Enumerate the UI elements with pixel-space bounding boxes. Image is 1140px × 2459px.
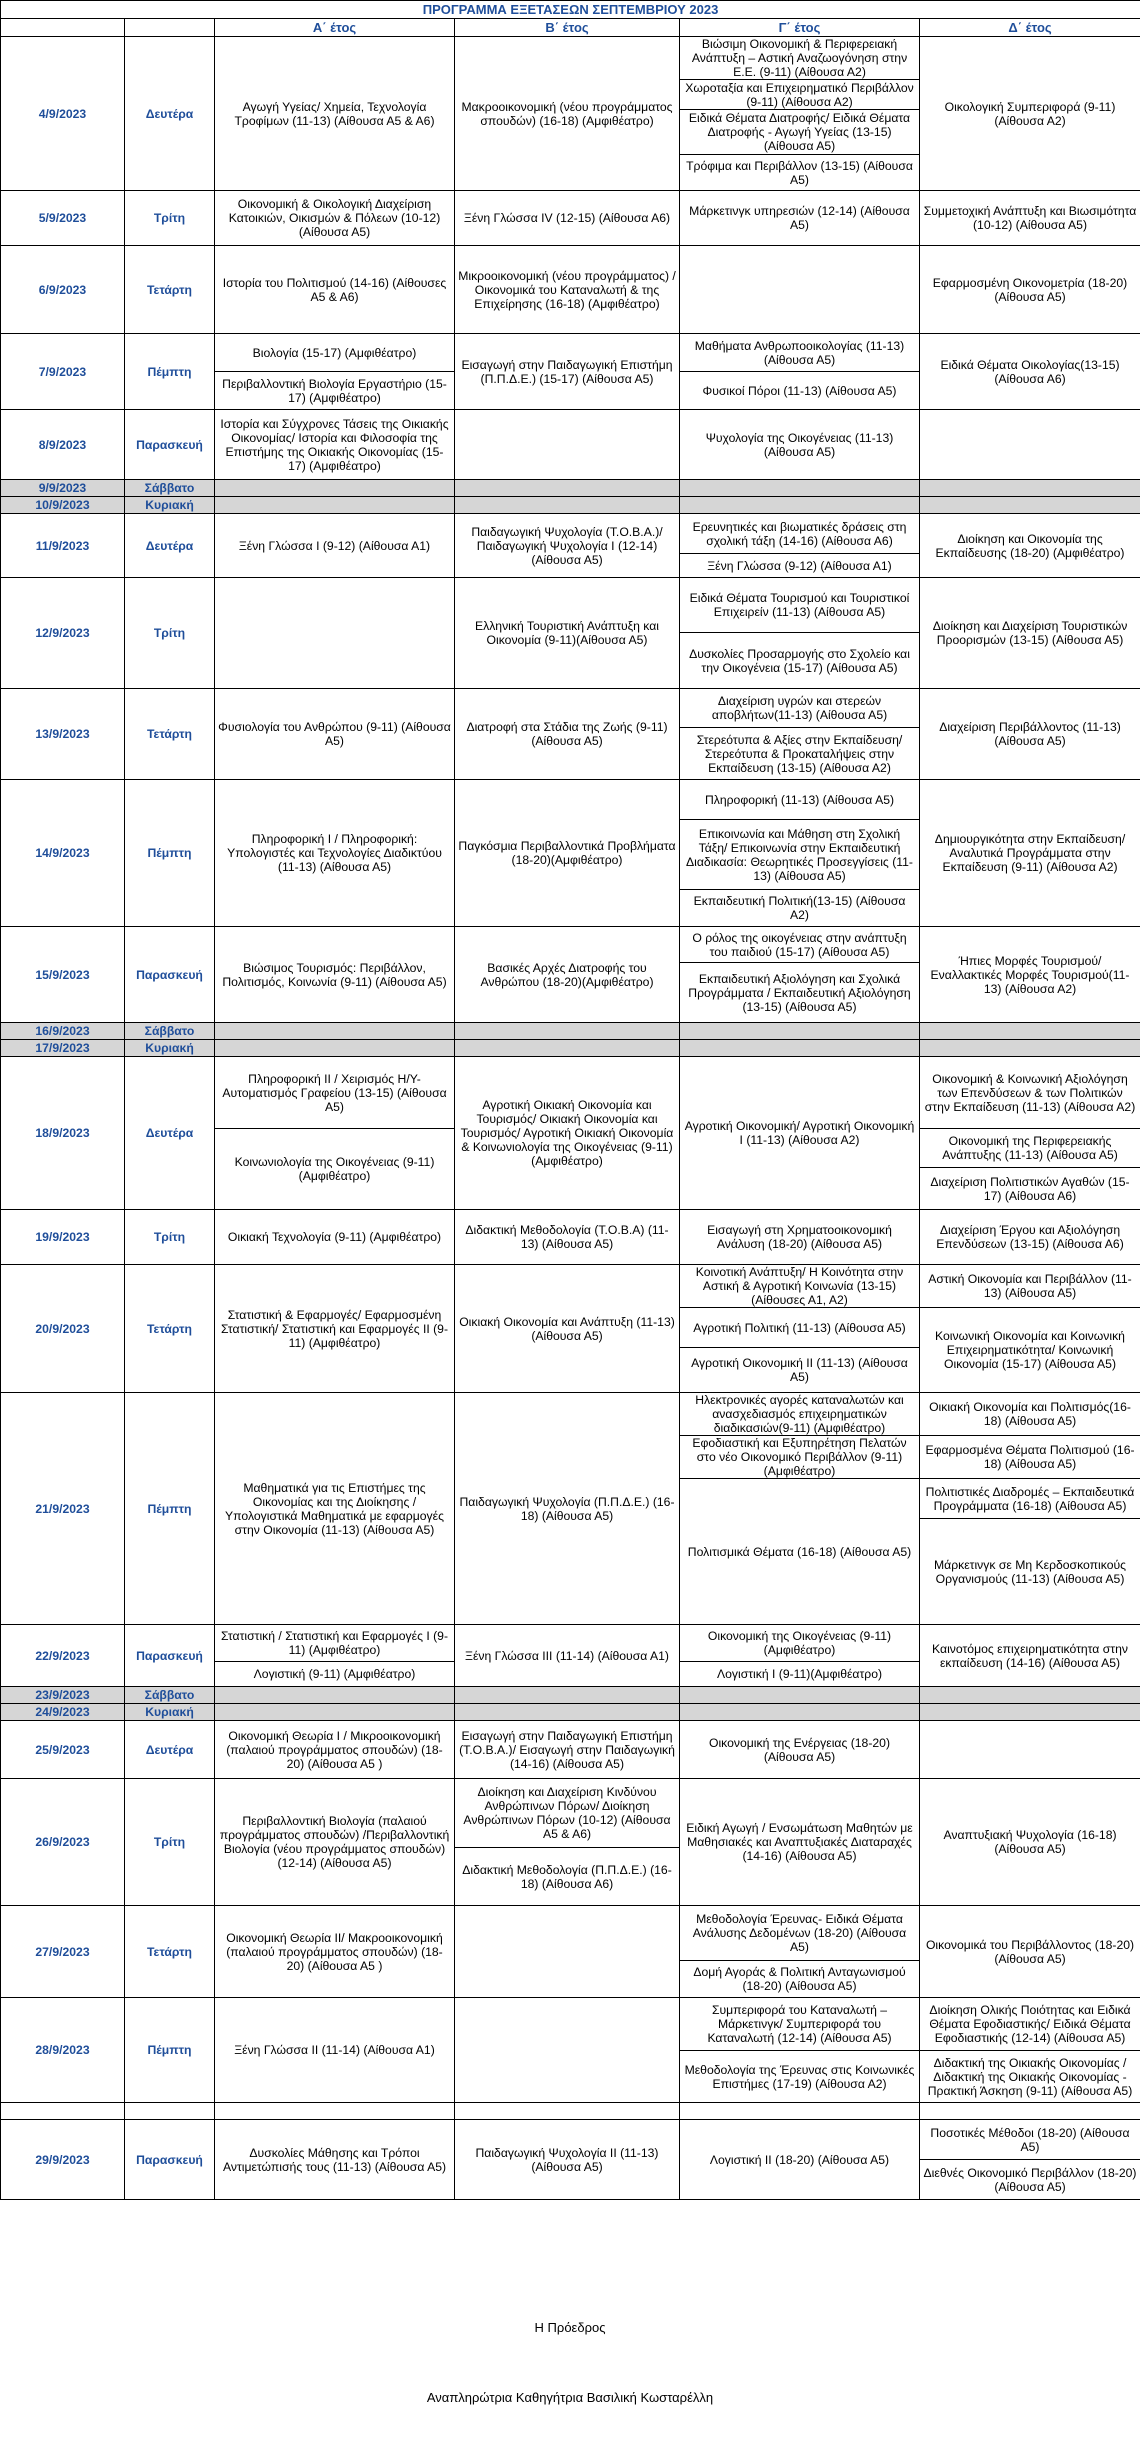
schedule-row — [1, 191, 1140, 246]
exam-course-year-3: Αγροτική Πολιτική (11-13) (Αίθουσα Α5) — [680, 1308, 920, 1348]
empty-cell — [455, 1040, 680, 1057]
schedule-row — [1, 927, 1140, 963]
exam-date: 8/9/2023 — [1, 410, 125, 480]
empty-cell — [680, 1023, 920, 1040]
exam-day: Πέμπτη — [125, 334, 215, 410]
exam-course-year-4: Μάρκετινγκ σε Μη Κερδοσκοπικούς Οργανισμούς (11-13) (Αίθουσα Α5) — [920, 1519, 1140, 1625]
exam-course-year-3: Ερευνητικές και βιωματικές δράσεις στη σχολική τάξη (14-16) (Αίθουσα Α6) — [680, 514, 920, 554]
header-date — [1, 19, 125, 37]
exam-course-year-1: Αγωγή Υγείας/ Χημεία, Τεχνολογία Τροφίμων (11-13) (Αίθουσα Α5 & Α6) — [215, 37, 455, 191]
exam-course-year-1: Οικιακή Τεχνολογία (9-11) (Αμφιθέατρο) — [215, 1210, 455, 1265]
empty-cell — [920, 1687, 1140, 1704]
empty-cell — [920, 1023, 1140, 1040]
exam-course-year-4: Ειδικά Θέματα Οικολογίας(13-15) (Αίθουσα Α6) — [920, 334, 1140, 410]
exam-course-year-1: Βιολογία (15-17) (Αμφιθέατρο) — [215, 334, 455, 372]
exam-date: 13/9/2023 — [1, 689, 125, 780]
empty-cell — [215, 1023, 455, 1040]
exam-course-year-4: Δημιουργικότητα στην Εκπαίδευση/ Αναλυτικά Προγράμματα στην Εκπαίδευση (9-11) (Αίθουσα Α2) — [920, 780, 1140, 927]
exam-course-year-4: Διοίκηση Ολικής Ποιότητας και Ειδικά Θέματα Εφοδιαστικής/ Ειδικά Θέματα Εφοδιαστικής (12-14) (Αίθουσα Α5) — [920, 1998, 1140, 2051]
exam-course-year-3: Εκπαιδευτική Αξιολόγηση και Σχολικά Προγράμματα / Εκπαιδευτική Αξιολόγηση (13-15) (Αίθουσα Α5) — [680, 963, 920, 1023]
exam-course-year-3: Χωροταξία και Επιχειρηματικό Περιβάλλον (9-11) (Αίθουσα Α2) — [680, 80, 920, 110]
exam-course-year-4: Αναπτυξιακή Ψυχολογία (16-18) (Αίθουσα Α5) — [920, 1779, 1140, 1906]
exam-course-year-1: Στατιστική / Στατιστική και Εφαρμογές I (9-11) (Αμφιθέατρο) — [215, 1625, 455, 1662]
schedule-row — [1, 1393, 1140, 1436]
exam-course-year-4: Οικονομική της Περιφερειακής Ανάπτυξης (11-13) (Αίθουσα Α5) — [920, 1129, 1140, 1168]
exam-course-year-3: Εισαγωγή στη Χρηματοοικονομική Ανάλυση (18-20) (Αίθουσα Α5) — [680, 1210, 920, 1265]
empty-cell — [455, 2103, 680, 2120]
exam-course-year-4: Πολιτιστικές Διαδρομές – Εκπαιδευτικά Προγράμματα (16-18) (Αίθουσα Α5) — [920, 1479, 1140, 1519]
exam-date: 21/9/2023 — [1, 1393, 125, 1625]
exam-course-year-3: Εκπαιδευτική Πολιτική(13-15) (Αίθουσα Α2) — [680, 890, 920, 927]
exam-course-year-1: Ιστορία και Σύγχρονες Τάσεις της Οικιακής Οικονομίας/ Ιστορία και Φιλοσοφία της Επιστήμης της Οικιακής Οικονομίας (15-17) (Αμφιθέατρο) — [215, 410, 455, 480]
exam-day: Τρίτη — [125, 191, 215, 246]
exam-course-year-4: Διοίκηση και Διαχείριση Τουριστικών Προορισμών (13-15) (Αίθουσα Α5) — [920, 578, 1140, 689]
exam-course-year-4: Διαχείριση Περιβάλλοντος (11-13)(Αίθουσα Α5) — [920, 689, 1140, 780]
exam-date: 23/9/2023 — [1, 1687, 125, 1704]
exam-course-year-1: Δυσκολίες Μάθησης και Τρόποι Αντιμετώπισής τους (11-13) (Αίθουσα Α5) — [215, 2120, 455, 2200]
title-row — [1, 1, 1140, 19]
exam-course-year-4: Ποσοτικές Μέθοδοι (18-20) (Αίθουσα Α5) — [920, 2120, 1140, 2160]
exam-course-year-2 — [455, 410, 680, 480]
exam-course-year-2: Διοίκηση και Διαχείριση Κινδύνου Ανθρώπινων Πόρων/ Διοίκηση Ανθρώπινων Πόρων (10-12) (Αίθουσα Α5 & Α6) — [455, 1779, 680, 1848]
signatory-name: Αναπληρώτρια Καθηγήτρια Βασιλική Κωσταρέλλη — [426, 2390, 714, 2405]
schedule-row — [1, 2120, 1140, 2160]
exam-day: Τρίτη — [125, 1779, 215, 1906]
schedule-row — [1, 578, 1140, 633]
exam-course-year-3: Μάρκετινγκ υπηρεσιών (12-14) (Αίθουσα Α5) — [680, 191, 920, 246]
header-day — [125, 19, 215, 37]
exam-course-year-3: Αγροτική Οικονομική/ Αγροτική Οικονομική I (11-13) (Αίθουσα Α2) — [680, 1057, 920, 1210]
exam-date: 24/9/2023 — [1, 1704, 125, 1721]
exam-course-year-1: Μαθηματικά για τις Επιστήμες της Οικονομίας και της Διοίκησης / Υπολογιστικά Μαθηματικά με εφαρμογές στην Οικονομία (11-13) (Αίθουσα Α5) — [215, 1393, 455, 1625]
header-year-2: Β΄ έτος — [455, 19, 680, 37]
empty-cell — [680, 1687, 920, 1704]
exam-course-year-3: Λογιστική I (9-11)(Αμφιθέατρο) — [680, 1662, 920, 1687]
exam-date: 27/9/2023 — [1, 1906, 125, 1998]
page-title: ΠΡΟΓΡΑΜΜΑ ΕΞΕΤΑΣΕΩΝ ΣΕΠΤΕΜΒΡΙΟΥ 2023 — [1, 1, 1140, 19]
exam-day: Σάββατο — [125, 1023, 215, 1040]
exam-course-year-3: Δυσκολίες Προσαρμογής στο Σχολείο και την Οικογένεια (15-17) (Αίθουσα Α5) — [680, 633, 920, 689]
exam-date: 15/9/2023 — [1, 927, 125, 1023]
exam-date: 12/9/2023 — [1, 578, 125, 689]
exam-course-year-4: Οικονομικά του Περιβάλλοντος (18-20) (Αίθουσα Α5) — [920, 1906, 1140, 1998]
exam-course-year-3: Βιώσιμη Οικονομική & Περιφερειακή Ανάπτυξη – Αστική Αναζωογόνηση στην Ε.Ε. (9-11) (Αίθουσα Α2) — [680, 37, 920, 80]
empty-cell — [215, 1687, 455, 1704]
exam-course-year-1: Βιώσιμος Τουρισμός: Περιβάλλον, Πολιτισμός, Κοινωνία (9-11) (Αίθουσα Α5) — [215, 927, 455, 1023]
exam-day: Σάββατο — [125, 1687, 215, 1704]
exam-day: Δευτέρα — [125, 514, 215, 578]
exam-course-year-4: Διεθνές Οικονομικό Περιβάλλον (18-20) (Αίθουσα Α5) — [920, 2160, 1140, 2200]
exam-day: Τρίτη — [125, 578, 215, 689]
exam-course-year-3: Λογιστική II (18-20) (Αίθουσα Α5) — [680, 2120, 920, 2200]
exam-day: Παρασκευή — [125, 927, 215, 1023]
exam-course-year-4: Οικιακή Οικονομία και Πολιτισμός(16-18) (Αίθουσα Α5) — [920, 1393, 1140, 1436]
exam-date: 6/9/2023 — [1, 246, 125, 334]
exam-course-year-2: Παγκόσμια Περιβαλλοντικά Προβλήματα (18-20)(Αμφιθέατρο) — [455, 780, 680, 927]
exam-course-year-1: Πληροφορική II / Χειρισμός Η/Υ- Αυτοματισμός Γραφείου (13-15) (Αίθουσα Α5) — [215, 1057, 455, 1129]
schedule-row — [1, 1779, 1140, 1848]
exam-course-year-4: Εφαρμοσμένη Οικονομετρία (18-20) (Αίθουσα Α5) — [920, 246, 1140, 334]
exam-day: Δευτέρα — [125, 1057, 215, 1210]
exam-course-year-2: Διδακτική Μεθοδολογία (Π.Π.Δ.Ε.) (16-18) (Αίθουσα Α6) — [455, 1848, 680, 1906]
exam-course-year-3: Ειδικά Θέματα Τουρισμού και Τουριστικοί Επιχειρείν (11-13) (Αίθουσα Α5) — [680, 578, 920, 633]
header-year-3: Γ΄ έτος — [680, 19, 920, 37]
empty-cell — [920, 497, 1140, 514]
exam-course-year-3: Φυσικοί Πόροι (11-13) (Αίθουσα Α5) — [680, 372, 920, 410]
exam-date: 22/9/2023 — [1, 1625, 125, 1687]
exam-course-year-1: Περιβαλλοντική Βιολογία Εργαστήριο (15-17) (Αμφιθέατρο) — [215, 372, 455, 410]
exam-course-year-2: Διατροφή στα Στάδια της Ζωής (9-11) (Αίθουσα Α5) — [455, 689, 680, 780]
exam-course-year-3: Πληροφορική (11-13) (Αίθουσα Α5) — [680, 780, 920, 820]
exam-day: Δευτέρα — [125, 37, 215, 191]
exam-course-year-2: Οικιακή Οικονομία και Ανάπτυξη (11-13) (Αίθουσα Α5) — [455, 1265, 680, 1393]
empty-cell — [920, 480, 1140, 497]
exam-day: Δευτέρα — [125, 1721, 215, 1779]
exam-course-year-4: Εφαρμοσμένα Θέματα Πολιτισμού (16-18) (Αίθουσα Α5) — [920, 1436, 1140, 1479]
exam-day: Κυριακή — [125, 1704, 215, 1721]
schedule-row — [1, 1625, 1140, 1662]
exam-course-year-4: Διοίκηση και Οικονομία της Εκπαίδευσης (18-20) (Αμφιθέατρο) — [920, 514, 1140, 578]
exam-course-year-1: Οικονομική Θεωρία II/ Μακροοικονομική (παλαιού προγράμματος σπουδών) (18-20) (Αίθουσα Α5 ) — [215, 1906, 455, 1998]
exam-course-year-4: Οικονομική & Κοινωνική Αξιολόγηση των Επενδύσεων & των Πολιτικών στην Εκπαίδευση (11-13) (Αίθουσα Α2) — [920, 1057, 1140, 1129]
exam-day: Πέμπτη — [125, 1393, 215, 1625]
exam-day: Κυριακή — [125, 497, 215, 514]
exam-date: 5/9/2023 — [1, 191, 125, 246]
exam-date: 10/9/2023 — [1, 497, 125, 514]
exam-course-year-2 — [455, 1998, 680, 2103]
exam-date: 7/9/2023 — [1, 334, 125, 410]
exam-course-year-3: Ο ρόλος της οικογένειας στην ανάπτυξη του παιδιού (15-17) (Αίθουσα Α5) — [680, 927, 920, 963]
exam-course-year-1: Πληροφορική I / Πληροφορική: Υπολογιστές και Τεχνολογίες Διαδικτύου (11-13) (Αίθουσα Α5) — [215, 780, 455, 927]
empty-cell — [920, 2103, 1140, 2120]
exam-course-year-1: Ξένη Γλώσσα I (9-12) (Αίθουσα Α1) — [215, 514, 455, 578]
schedule-row — [1, 1721, 1140, 1779]
header-year-1: Α΄ έτος — [215, 19, 455, 37]
exam-course-year-1: Οικονομική & Οικολογική Διαχείριση Κατοικιών, Οικισμών & Πόλεων (10-12) (Αίθουσα Α5) — [215, 191, 455, 246]
exam-date: 9/9/2023 — [1, 480, 125, 497]
exam-course-year-2: Εισαγωγή στην Παιδαγωγική Επιστήμη (Τ.Ο.Β.Α.)/ Εισαγωγή στην Παιδαγωγική (14-16) (Αίθουσα Α5) — [455, 1721, 680, 1779]
exam-day: Τετάρτη — [125, 246, 215, 334]
schedule-row — [1, 1023, 1140, 1040]
exam-course-year-3: Μεθοδολογία Έρευνας- Ειδικά Θέματα Ανάλυσης Δεδομένων (18-20) (Αίθουσα Α5) — [680, 1906, 920, 1961]
exam-course-year-4: Ήπιες Μορφές Τουρισμού/ Εναλλακτικές Μορφές Τουρισμού(11-13) (Αίθουσα Α2) — [920, 927, 1140, 1023]
schedule-row — [1, 514, 1140, 554]
exam-course-year-4: Καινοτόμος επιχειρηματικότητα στην εκπαίδευση (14-16) (Αίθουσα Α5) — [920, 1625, 1140, 1687]
schedule-row — [1, 689, 1140, 728]
exam-course-year-3: Συμπεριφορά του Καταναλωτή – Μάρκετινγκ/ Συμπεριφορά του Καταναλωτή (12-14) (Αίθουσα Α5) — [680, 1998, 920, 2051]
exam-course-year-1: Κοινωνιολογία της Οικογένειας (9-11) (Αμφιθέατρο) — [215, 1129, 455, 1210]
empty-cell — [455, 1687, 680, 1704]
exam-course-year-2: Μακροοικονομική (νέου προγράμματος σπουδών) (16-18) (Αμφιθέατρο) — [455, 37, 680, 191]
exam-course-year-4: Συμμετοχική Ανάπτυξη και Βιωσιμότητα (10-12) (Αίθουσα Α5) — [920, 191, 1140, 246]
exam-course-year-4: Διδακτική της Οικιακής Οικονομίας / Διδακτική της Οικιακής Οικονομίας - Πρακτική Άσκηση (9-11) (Αίθουσα Α5) — [920, 2051, 1140, 2103]
exam-course-year-2: Αγροτική Οικιακή Οικονομία και Τουρισμός/ Οικιακή Οικονομία και Τουρισμός/ Αγροτική Οικιακή Οικονομία & Κοινωνιολογία της Οικογένειας (9-11) (Αμφιθέατρο) — [455, 1057, 680, 1210]
exam-day: Τετάρτη — [125, 1906, 215, 1998]
exam-date: 28/9/2023 — [1, 1998, 125, 2103]
empty-cell — [680, 497, 920, 514]
empty-cell — [680, 1704, 920, 1721]
empty-cell — [455, 1023, 680, 1040]
exam-course-year-2: Παιδαγωγική Ψυχολογία II (11-13) (Αίθουσα Α5) — [455, 2120, 680, 2200]
schedule-row — [1, 37, 1140, 80]
exam-course-year-2 — [455, 1906, 680, 1998]
exam-course-year-3: Στερεότυπα & Αξίες στην Εκπαίδευση/ Στερεότυπα & Προκαταλήψεις στην Εκπαίδευση (13-15) (Αίθουσα Α2) — [680, 728, 920, 780]
exam-course-year-3: Δομή Αγοράς & Πολιτική Ανταγωνισμού (18-20) (Αίθουσα Α5) — [680, 1961, 920, 1998]
exam-day: Παρασκευή — [125, 1625, 215, 1687]
exam-course-year-1: Ιστορία του Πολιτισμού (14-16) (Αίθουσες Α5 & Α6) — [215, 246, 455, 334]
exam-day — [125, 2103, 215, 2120]
exam-date: 26/9/2023 — [1, 1779, 125, 1906]
exam-date — [1, 2103, 125, 2120]
exam-course-year-1: Ξένη Γλώσσα II (11-14) (Αίθουσα Α1) — [215, 1998, 455, 2103]
empty-cell — [920, 1704, 1140, 1721]
empty-cell — [680, 1040, 920, 1057]
exam-course-year-3: Ψυχολογία της Οικογένειας (11-13) (Αίθουσα Α5) — [680, 410, 920, 480]
exam-day: Τρίτη — [125, 1210, 215, 1265]
exam-day: Σάββατο — [125, 480, 215, 497]
schedule-row — [1, 497, 1140, 514]
schedule-row — [1, 1057, 1140, 1129]
schedule-row — [1, 1704, 1140, 1721]
exam-course-year-2: Εισαγωγή στην Παιδαγωγική Επιστήμη (Π.Π.Δ.Ε.) (15-17) (Αίθουσα Α5) — [455, 334, 680, 410]
exam-date: 14/9/2023 — [1, 780, 125, 927]
exam-date: 18/9/2023 — [1, 1057, 125, 1210]
exam-course-year-3: Τρόφιμα και Περιβάλλον (13-15) (Αίθουσα Α5) — [680, 155, 920, 191]
exam-date: 25/9/2023 — [1, 1721, 125, 1779]
exam-course-year-3: Οικονομική της Οικογένειας (9-11)(Αμφιθέατρο) — [680, 1625, 920, 1662]
exam-day: Πέμπτη — [125, 780, 215, 927]
exam-date: 17/9/2023 — [1, 1040, 125, 1057]
exam-course-year-3 — [680, 246, 920, 334]
exam-day: Παρασκευή — [125, 2120, 215, 2200]
president-label: Η Πρόεδρος — [534, 2320, 606, 2335]
schedule-row — [1, 1687, 1140, 1704]
exam-date: 19/9/2023 — [1, 1210, 125, 1265]
exam-date: 29/9/2023 — [1, 2120, 125, 2200]
exam-course-year-4 — [920, 410, 1140, 480]
exam-course-year-2: Βασικές Αρχές Διατροφής του Ανθρώπου (18-20)(Αμφιθέατρο) — [455, 927, 680, 1023]
schedule-row — [1, 334, 1140, 372]
exam-day: Παρασκευή — [125, 410, 215, 480]
exam-course-year-2: Μικροοικονομική (νέου προγράμματος) / Οικονομικά του Καταναλωτή & της Επιχείρησης (16-18) (Αμφιθέατρο) — [455, 246, 680, 334]
schedule-row — [1, 1210, 1140, 1265]
schedule-row — [1, 1265, 1140, 1308]
empty-cell — [455, 480, 680, 497]
exam-date: 11/9/2023 — [1, 514, 125, 578]
exam-course-year-3: Ειδικά Θέματα Διατροφής/ Ειδικά Θέματα Διατροφής - Αγωγή Υγείας (13-15) (Αίθουσα Α5) — [680, 110, 920, 155]
empty-cell — [215, 497, 455, 514]
exam-course-year-4 — [920, 1721, 1140, 1779]
empty-cell — [215, 1040, 455, 1057]
empty-cell — [215, 480, 455, 497]
exam-course-year-2: Ξένη Γλώσσα IV (12-15) (Αίθουσα Α6) — [455, 191, 680, 246]
exam-course-year-4: Κοινωνική Οικονομία και Κοινωνική Επιχειρηματικότητα/ Κοινωνική Οικονομία (15-17) (Αίθουσα Α5) — [920, 1308, 1140, 1393]
exam-course-year-3: Διαχείριση υγρών και στερεών αποβλήτων(11-13) (Αίθουσα Α5) — [680, 689, 920, 728]
exam-course-year-3: Μαθήματα Ανθρωποοικολογίας (11-13) (Αίθουσα Α5) — [680, 334, 920, 372]
exam-course-year-1: Οικονομική Θεωρία I / Μικροοικονομική (παλαιού προγράμματος σπουδών) (18-20) (Αίθουσα Α5 ) — [215, 1721, 455, 1779]
exam-course-year-2: Διδακτική Μεθοδολογία (Τ.Ο.Β.Α) (11-13) (Αίθουσα Α5) — [455, 1210, 680, 1265]
exam-course-year-2: Ελληνική Τουριστική Ανάπτυξη και Οικονομία (9-11)(Αίθουσα Α5) — [455, 578, 680, 689]
exam-date: 20/9/2023 — [1, 1265, 125, 1393]
exam-day: Πέμπτη — [125, 1998, 215, 2103]
exam-course-year-4: Διαχείριση Έργου και Αξιολόγηση Επενδύσεων (13-15) (Αίθουσα Α6) — [920, 1210, 1140, 1265]
exam-course-year-2: Ξένη Γλώσσα III (11-14) (Αίθουσα Α1) — [455, 1625, 680, 1687]
exam-date: 16/9/2023 — [1, 1023, 125, 1040]
exam-course-year-3: Ξένη Γλώσσα (9-12) (Αίθουσα Α1) — [680, 554, 920, 578]
header-year-4: Δ΄ έτος — [920, 19, 1140, 37]
schedule-row — [1, 1998, 1140, 2051]
empty-cell — [680, 480, 920, 497]
exam-course-year-1: Στατιστική & Εφαρμογές/ Εφαρμοσμένη Στατιστική/ Στατιστική και Εφαρμογές II (9-11) (Αμφιθέατρο) — [215, 1265, 455, 1393]
empty-cell — [215, 2103, 455, 2120]
exam-course-year-3: Μεθοδολογία της Έρευνας στις Κοινωνικές Επιστήμες (17-19) (Αίθουσα Α2) — [680, 2051, 920, 2103]
empty-cell — [920, 1040, 1140, 1057]
exam-course-year-1: Περιβαλλοντική Βιολογία (παλαιού προγράμματος σπουδών) /Περιβαλλοντική Βιολογία (νέου προγράμματος σπουδών) (12-14) (Αίθουσα Α5) — [215, 1779, 455, 1906]
schedule-row — [1, 410, 1140, 480]
empty-cell — [680, 2103, 920, 2120]
empty-cell — [455, 1704, 680, 1721]
exam-course-year-3: Κοινοτική Ανάπτυξη/ Η Κοινότητα στην Αστική & Αγροτική Κοινωνία (13-15) (Αίθουσες Α1, Α2) — [680, 1265, 920, 1308]
schedule-row — [1, 780, 1140, 820]
exam-course-year-1: Φυσιολογία του Ανθρώπου (9-11) (Αίθουσα Α5) — [215, 689, 455, 780]
exam-course-year-1 — [215, 578, 455, 689]
exam-course-year-3: Οικονομική της Ενέργειας (18-20) (Αίθουσα Α5) — [680, 1721, 920, 1779]
exam-course-year-3: Ειδική Αγωγή / Ενσωμάτωση Μαθητών με Μαθησιακές και Αναπτυξιακές Διαταραχές (14-16) (Αίθουσα Α5) — [680, 1779, 920, 1906]
schedule-row — [1, 1040, 1140, 1057]
schedule-row — [1, 2103, 1140, 2120]
exam-day: Κυριακή — [125, 1040, 215, 1057]
exam-course-year-2: Παιδαγωγική Ψυχολογία (Π.Π.Δ.Ε.) (16-18) (Αίθουσα Α5) — [455, 1393, 680, 1625]
exam-course-year-2: Παιδαγωγική Ψυχολογία (Τ.Ο.Β.Α.)/ Παιδαγωγική Ψυχολογία I (12-14) (Αίθουσα Α5) — [455, 514, 680, 578]
exam-course-year-3: Πολιτισμικά Θέματα (16-18) (Αίθουσα Α5) — [680, 1479, 920, 1625]
exam-date: 4/9/2023 — [1, 37, 125, 191]
exam-course-year-4: Διαχείριση Πολιτιστικών Αγαθών (15-17) (Αίθουσα Α6) — [920, 1168, 1140, 1210]
exam-course-year-3: Εφοδιαστική και Εξυπηρέτηση Πελατών στο νέο Οικονομικό Περιβάλλον (9-11) (Αμφιθέατρο) — [680, 1436, 920, 1479]
schedule-row — [1, 246, 1140, 334]
empty-cell — [455, 497, 680, 514]
exam-course-year-1: Λογιστική (9-11) (Αμφιθέατρο) — [215, 1662, 455, 1687]
exam-course-year-4: Αστική Οικονομία και Περιβάλλον (11-13) (Αίθουσα Α5) — [920, 1265, 1140, 1308]
exam-course-year-3: Αγροτική Οικονομική II (11-13) (Αίθουσα Α5) — [680, 1348, 920, 1393]
exam-day: Τετάρτη — [125, 1265, 215, 1393]
schedule-row — [1, 480, 1140, 497]
exam-course-year-3: Επικοινωνία και Μάθηση στη Σχολική Τάξη/ Επικοινωνία στην Εκπαιδευτική Διαδικασία: Θεωρητικές Προσεγγίσεις (11-13) (Αίθουσα Α5) — [680, 820, 920, 890]
schedule-row — [1, 1906, 1140, 1961]
exam-course-year-3: Ηλεκτρονικές αγορές καταναλωτών και ανασχεδιασμός επιχειρηματικών διαδικασιών(9-11) (Αμφιθέατρο) — [680, 1393, 920, 1436]
year-header-row — [1, 19, 1140, 37]
exam-day: Τετάρτη — [125, 689, 215, 780]
empty-cell — [215, 1704, 455, 1721]
exam-course-year-4: Οικολογική Συμπεριφορά (9-11) (Αίθουσα Α2) — [920, 37, 1140, 191]
